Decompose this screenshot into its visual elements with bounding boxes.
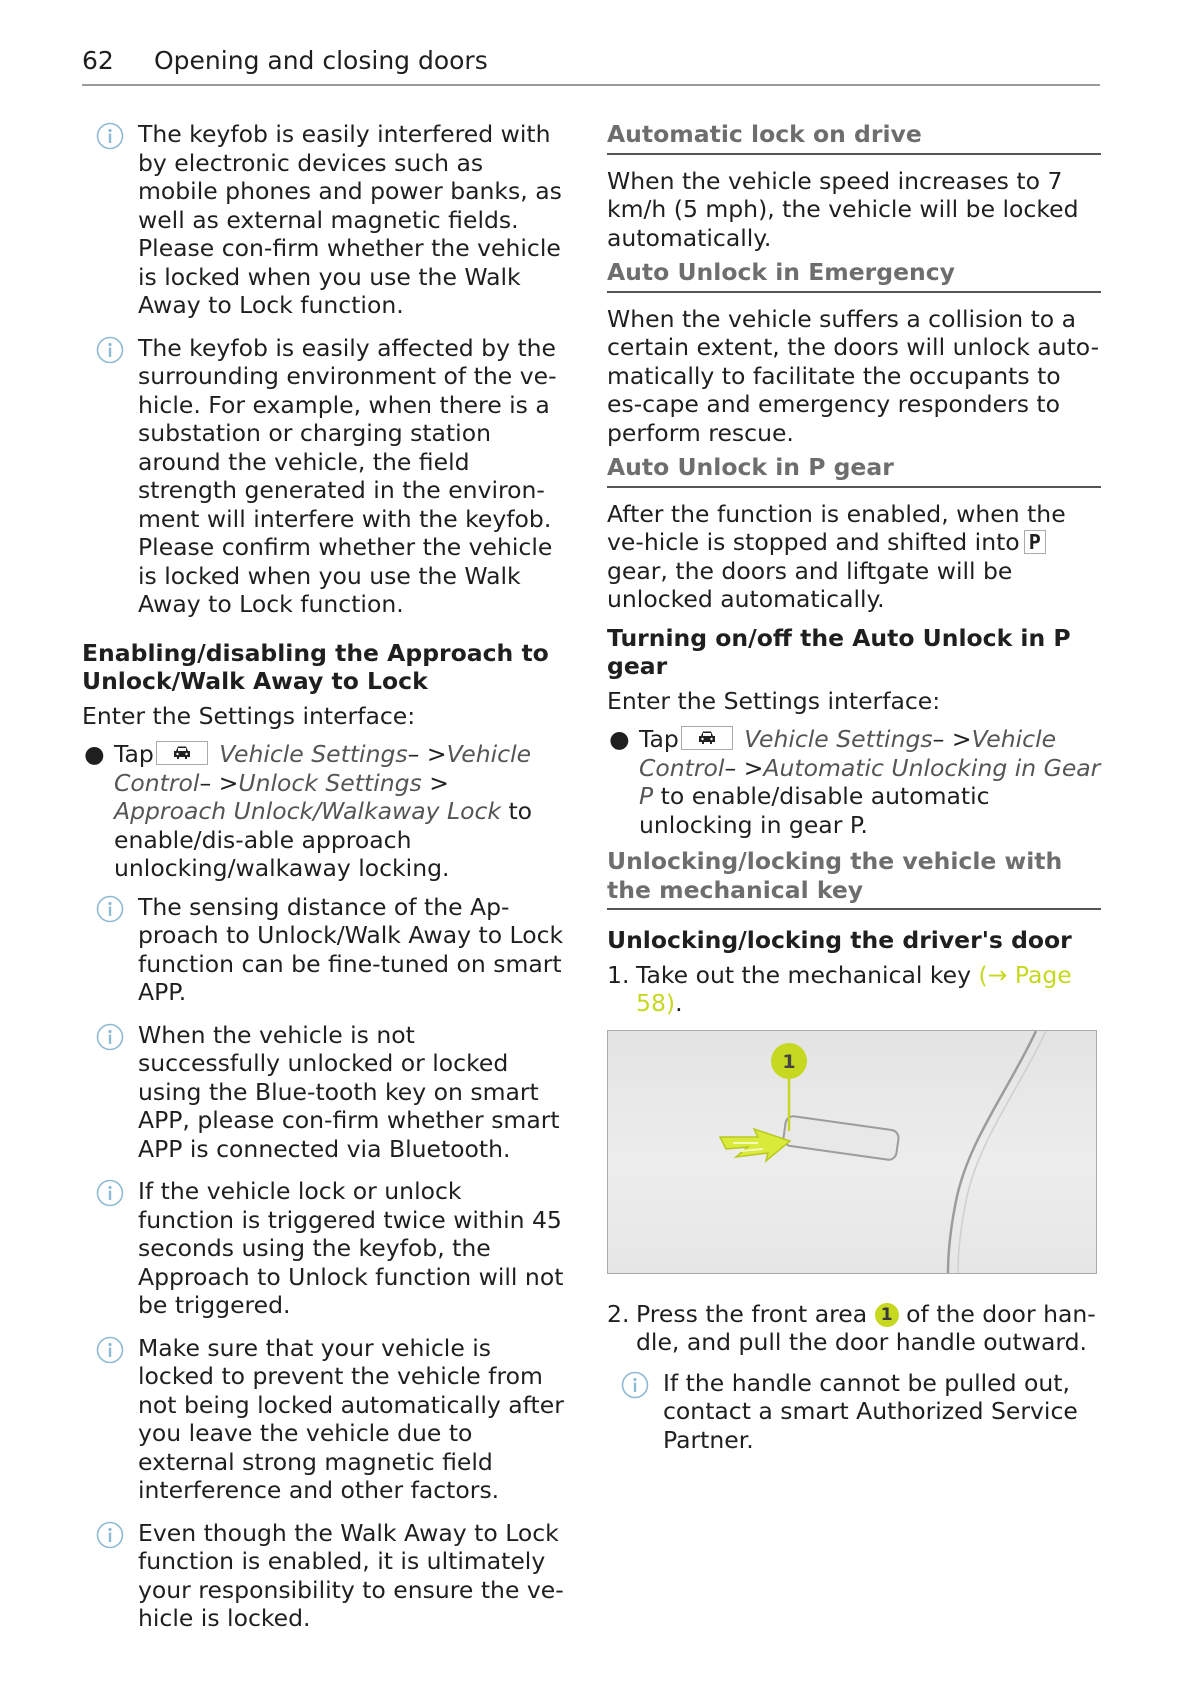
callout-number: 1 — [782, 1050, 796, 1073]
page-number: 62 — [82, 46, 114, 75]
note-text: Make sure that your vehicle is locked to prevent the vehicle from not being locked automatically after you leave the vehicle due to external strong magnetic field interference and other factors. — [138, 1333, 564, 1504]
car-icon — [698, 730, 716, 745]
note-text: The keyfob is easily affected by the surrounding environment of the ve-hicle. For example, when there is a substation or charging station around the vehicle, the field strength generated in the environ-ment will interfere with the keyfob. Please confirm whether the vehicle is locked when you use the Walk Away to Lock function. — [138, 333, 557, 618]
menu-item: Vehicle Settings — [219, 740, 408, 768]
step-number: 1. — [607, 960, 630, 989]
info-icon — [96, 1023, 124, 1051]
paragraph: When the vehicle speed increases to 7 km/h (5 mph), the vehicle will be locked automatically. — [607, 166, 1079, 252]
bullet-dot: ● — [609, 725, 630, 753]
page-header — [82, 44, 1100, 86]
info-note — [82, 1519, 564, 1633]
info-note — [82, 1334, 564, 1505]
info-note — [82, 120, 564, 320]
menu-path: Vehicle Settings– >Vehicle Control– >Unlock Settings > Approach Unlock/Walkaway Lock — [114, 740, 532, 825]
menu-path: Vehicle Settings– >Vehicle Control– >Automatic Unlocking in Gear P — [639, 725, 1101, 810]
info-note — [82, 334, 564, 619]
info-note — [82, 893, 564, 1007]
paragraph: When the vehicle suffers a collision to a certain extent, the doors will unlock auto-matically to facilitate the occupants to es-cape and emergency responders to perform rescue. — [607, 304, 1100, 447]
info-icon — [96, 1179, 124, 1207]
menu-item: Approach Unlock/Walkaway Lock — [114, 797, 501, 825]
vehicle-button — [156, 741, 208, 765]
door-handle-illustration — [608, 1031, 1096, 1273]
note-text: Even though the Walk Away to Lock function is enabled, it is ultimately your responsibility to ensure the ve-hicle is locked. — [138, 1518, 564, 1632]
info-icon — [96, 336, 124, 364]
bullet-tail: to enable/dis-able approach unlocking/walkaway locking. — [114, 797, 533, 882]
subsection-heading: Turning on/off the Auto Unlock in P gear — [607, 623, 1071, 680]
info-note — [82, 1177, 564, 1320]
note-text: The sensing distance of the Ap-proach to Unlock/Walk Away to Lock function can be fine-tuned on smart APP. — [138, 892, 564, 1006]
bullet-dot: ● — [84, 740, 105, 768]
step-item — [607, 961, 1101, 1018]
paragraph-part: After the function is enabled, when the ve-hicle is stopped and shifted into — [607, 499, 1066, 556]
step-number: 2. — [607, 1299, 630, 1328]
tap-label: Tap — [639, 725, 679, 753]
subsection-heading: Unlocking/locking the driver's door — [607, 926, 1072, 954]
bullet-tail: to enable/disable automatic unlocking in gear P. — [639, 782, 990, 839]
step-item — [607, 1300, 1101, 1357]
info-note — [607, 1369, 1101, 1455]
section-heading: Unlocking/locking the vehicle with the mechanical key — [607, 847, 1101, 910]
info-icon — [621, 1371, 649, 1399]
list-item — [82, 740, 564, 883]
instruction-text: Enter the Settings interface: — [82, 701, 416, 730]
info-icon — [96, 1521, 124, 1549]
info-note — [82, 1021, 564, 1164]
menu-item: Automatic Unlocking in Gear P — [639, 753, 1101, 810]
section-heading: Auto Unlock in P gear — [607, 453, 1101, 488]
info-icon — [96, 895, 124, 923]
note-text: If the handle cannot be pulled out, contact a smart Authorized Service Partner. — [663, 1368, 1078, 1454]
note-text: If the vehicle lock or unlock function is triggered twice within 45 seconds using the keyfob, the Approach to Unlock function will not be triggered. — [138, 1177, 564, 1319]
step-text: Take out the mechanical key — [636, 960, 972, 989]
section-heading: Automatic lock on drive — [607, 120, 1101, 155]
tap-label: Tap — [114, 740, 154, 768]
menu-item: Unlock Settings — [238, 768, 422, 797]
right-column — [607, 120, 1101, 1468]
step-text: of the door han-dle, and pull the door handle outward. — [636, 1299, 1096, 1356]
section-heading: Auto Unlock in Emergency — [607, 258, 1101, 293]
page-reference-link[interactable]: (→ Page 58) — [636, 960, 1072, 1017]
paragraph — [607, 500, 1101, 614]
list-item — [607, 725, 1101, 839]
section-title: Opening and closing doors — [154, 46, 488, 75]
info-icon — [96, 122, 124, 150]
note-text: The keyfob is easily interfered with by electronic devices such as mobile phones and power banks, as well as external magnetic fields. Please con-firm whether the vehicle is locked when you use the Walk Away to Lock function. — [138, 120, 562, 319]
door-handle-figure — [607, 1030, 1097, 1274]
paragraph-part: gear, the doors and liftgate will be unlocked automatically. — [607, 556, 1013, 613]
step-end: . — [675, 989, 683, 1017]
callout-reference: 1 — [875, 1303, 899, 1327]
note-text: When the vehicle is not successfully unlocked or locked using the Blue-tooth key on smart APP, please con-firm whether smart APP is connected via Bluetooth. — [138, 1020, 560, 1163]
press-arrow-icon — [720, 1129, 790, 1161]
info-icon — [96, 1336, 124, 1364]
menu-item: Vehicle Control — [114, 740, 532, 797]
menu-item: Vehicle Settings — [744, 725, 933, 753]
p-gear-symbol: P — [1024, 530, 1046, 554]
left-column — [82, 120, 564, 1647]
car-icon — [173, 745, 191, 760]
instruction-text: Enter the Settings interface: — [607, 686, 941, 715]
subsection-heading: Enabling/disabling the Approach to Unlock/Walk Away to Lock — [82, 638, 549, 695]
vehicle-button — [681, 726, 733, 750]
step-text: Press the front area — [636, 1299, 868, 1328]
menu-item: Vehicle Control — [639, 725, 1057, 782]
